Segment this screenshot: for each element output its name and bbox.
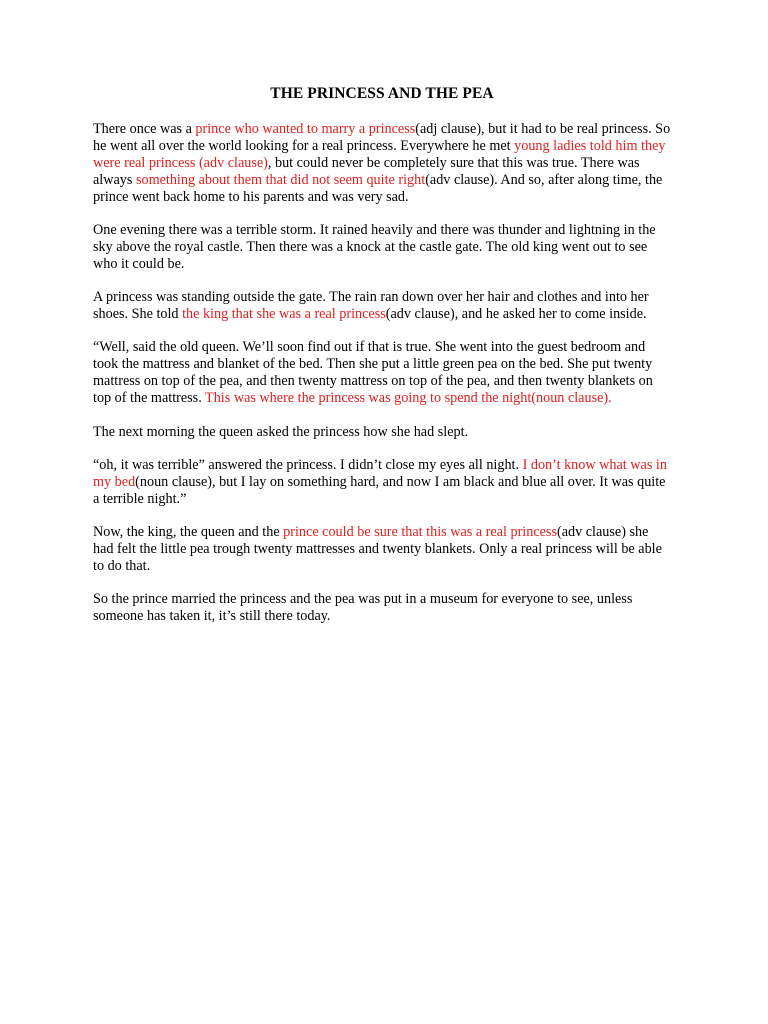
- paragraph: [93, 591, 671, 625]
- document-body: [93, 86, 671, 642]
- highlighted-clause: prince who wanted to marry a princess: [195, 120, 416, 137]
- text-segment: (adv clause) she had felt the little pea trough twenty mattresses and twenty blankets. Only a real princess will be able to do that.: [93, 524, 662, 575]
- paragraph: [93, 289, 671, 323]
- highlighted-clause: the king that she was a real princess: [182, 306, 386, 323]
- highlighted-clause: This was where the princess was going to spend the night(noun clause).: [205, 390, 612, 407]
- text-segment: So the prince married the princess and the pea was put in a museum for everyone to see, unless someone has taken it, it’s still there today.: [93, 591, 633, 625]
- paragraph: [93, 222, 671, 273]
- paragraph: [93, 524, 671, 575]
- paragraph: [93, 121, 671, 206]
- text-segment: There once was a: [93, 120, 196, 137]
- document-title: THE PRINCESS AND THE PEA: [270, 85, 494, 102]
- text-segment: One evening there was a terrible storm. It rained heavily and there was thunder and lightning in the sky above the royal castle. Then there was a knock at the castle gate. The old king went out to see who it could be.: [93, 221, 656, 272]
- text-segment: “oh, it was terrible” answered the princess. I didn’t close my eyes all night.: [93, 457, 523, 473]
- text-segment: (adj clause), but it had to be real princess. So he went all over the world looking for a real princess. Everywhere he met: [93, 120, 671, 154]
- text-segment: (adv clause). And so, after along time, the prince went back home to his parents and was very sad.: [93, 171, 663, 205]
- paragraph: [93, 424, 671, 441]
- text-segment: (adv clause), and he asked her to come inside.: [385, 306, 647, 323]
- highlighted-clause: young ladies told him they were real princess (adv clause): [93, 137, 666, 171]
- paragraph: [93, 457, 671, 508]
- highlighted-clause: something about them that did not seem quite right: [135, 171, 426, 188]
- text-segment: The next morning the queen asked the princess how she had slept.: [93, 423, 469, 440]
- text-segment: (noun clause), but I lay on something hard, and now I am black and blue all over. It was quite a terrible night.”: [93, 473, 666, 507]
- text-segment: “Well, said the old queen. We’ll soon find out if that is true. She went into the guest bedroom and took the mattress and blanket of the bed. Then she put a little green pea on the bed. She put twenty mattress on top of the pea, and then twenty mattress on top of the pea, and then twenty blankets on top of the mattress.: [93, 339, 653, 407]
- paragraph-list: [93, 121, 671, 625]
- text-segment: A princess was standing outside the gate. The rain ran down over her hair and clothes and into her shoes. She told: [93, 289, 649, 323]
- text-segment: Now, the king, the queen and the: [93, 524, 284, 541]
- paragraph: [93, 339, 671, 407]
- text-segment: , but could never be completely sure that this was true. There was always: [93, 154, 640, 188]
- highlighted-clause: prince could be sure that this was a real princess: [283, 524, 557, 541]
- highlighted-clause: I don’t know what was in my bed: [93, 457, 667, 490]
